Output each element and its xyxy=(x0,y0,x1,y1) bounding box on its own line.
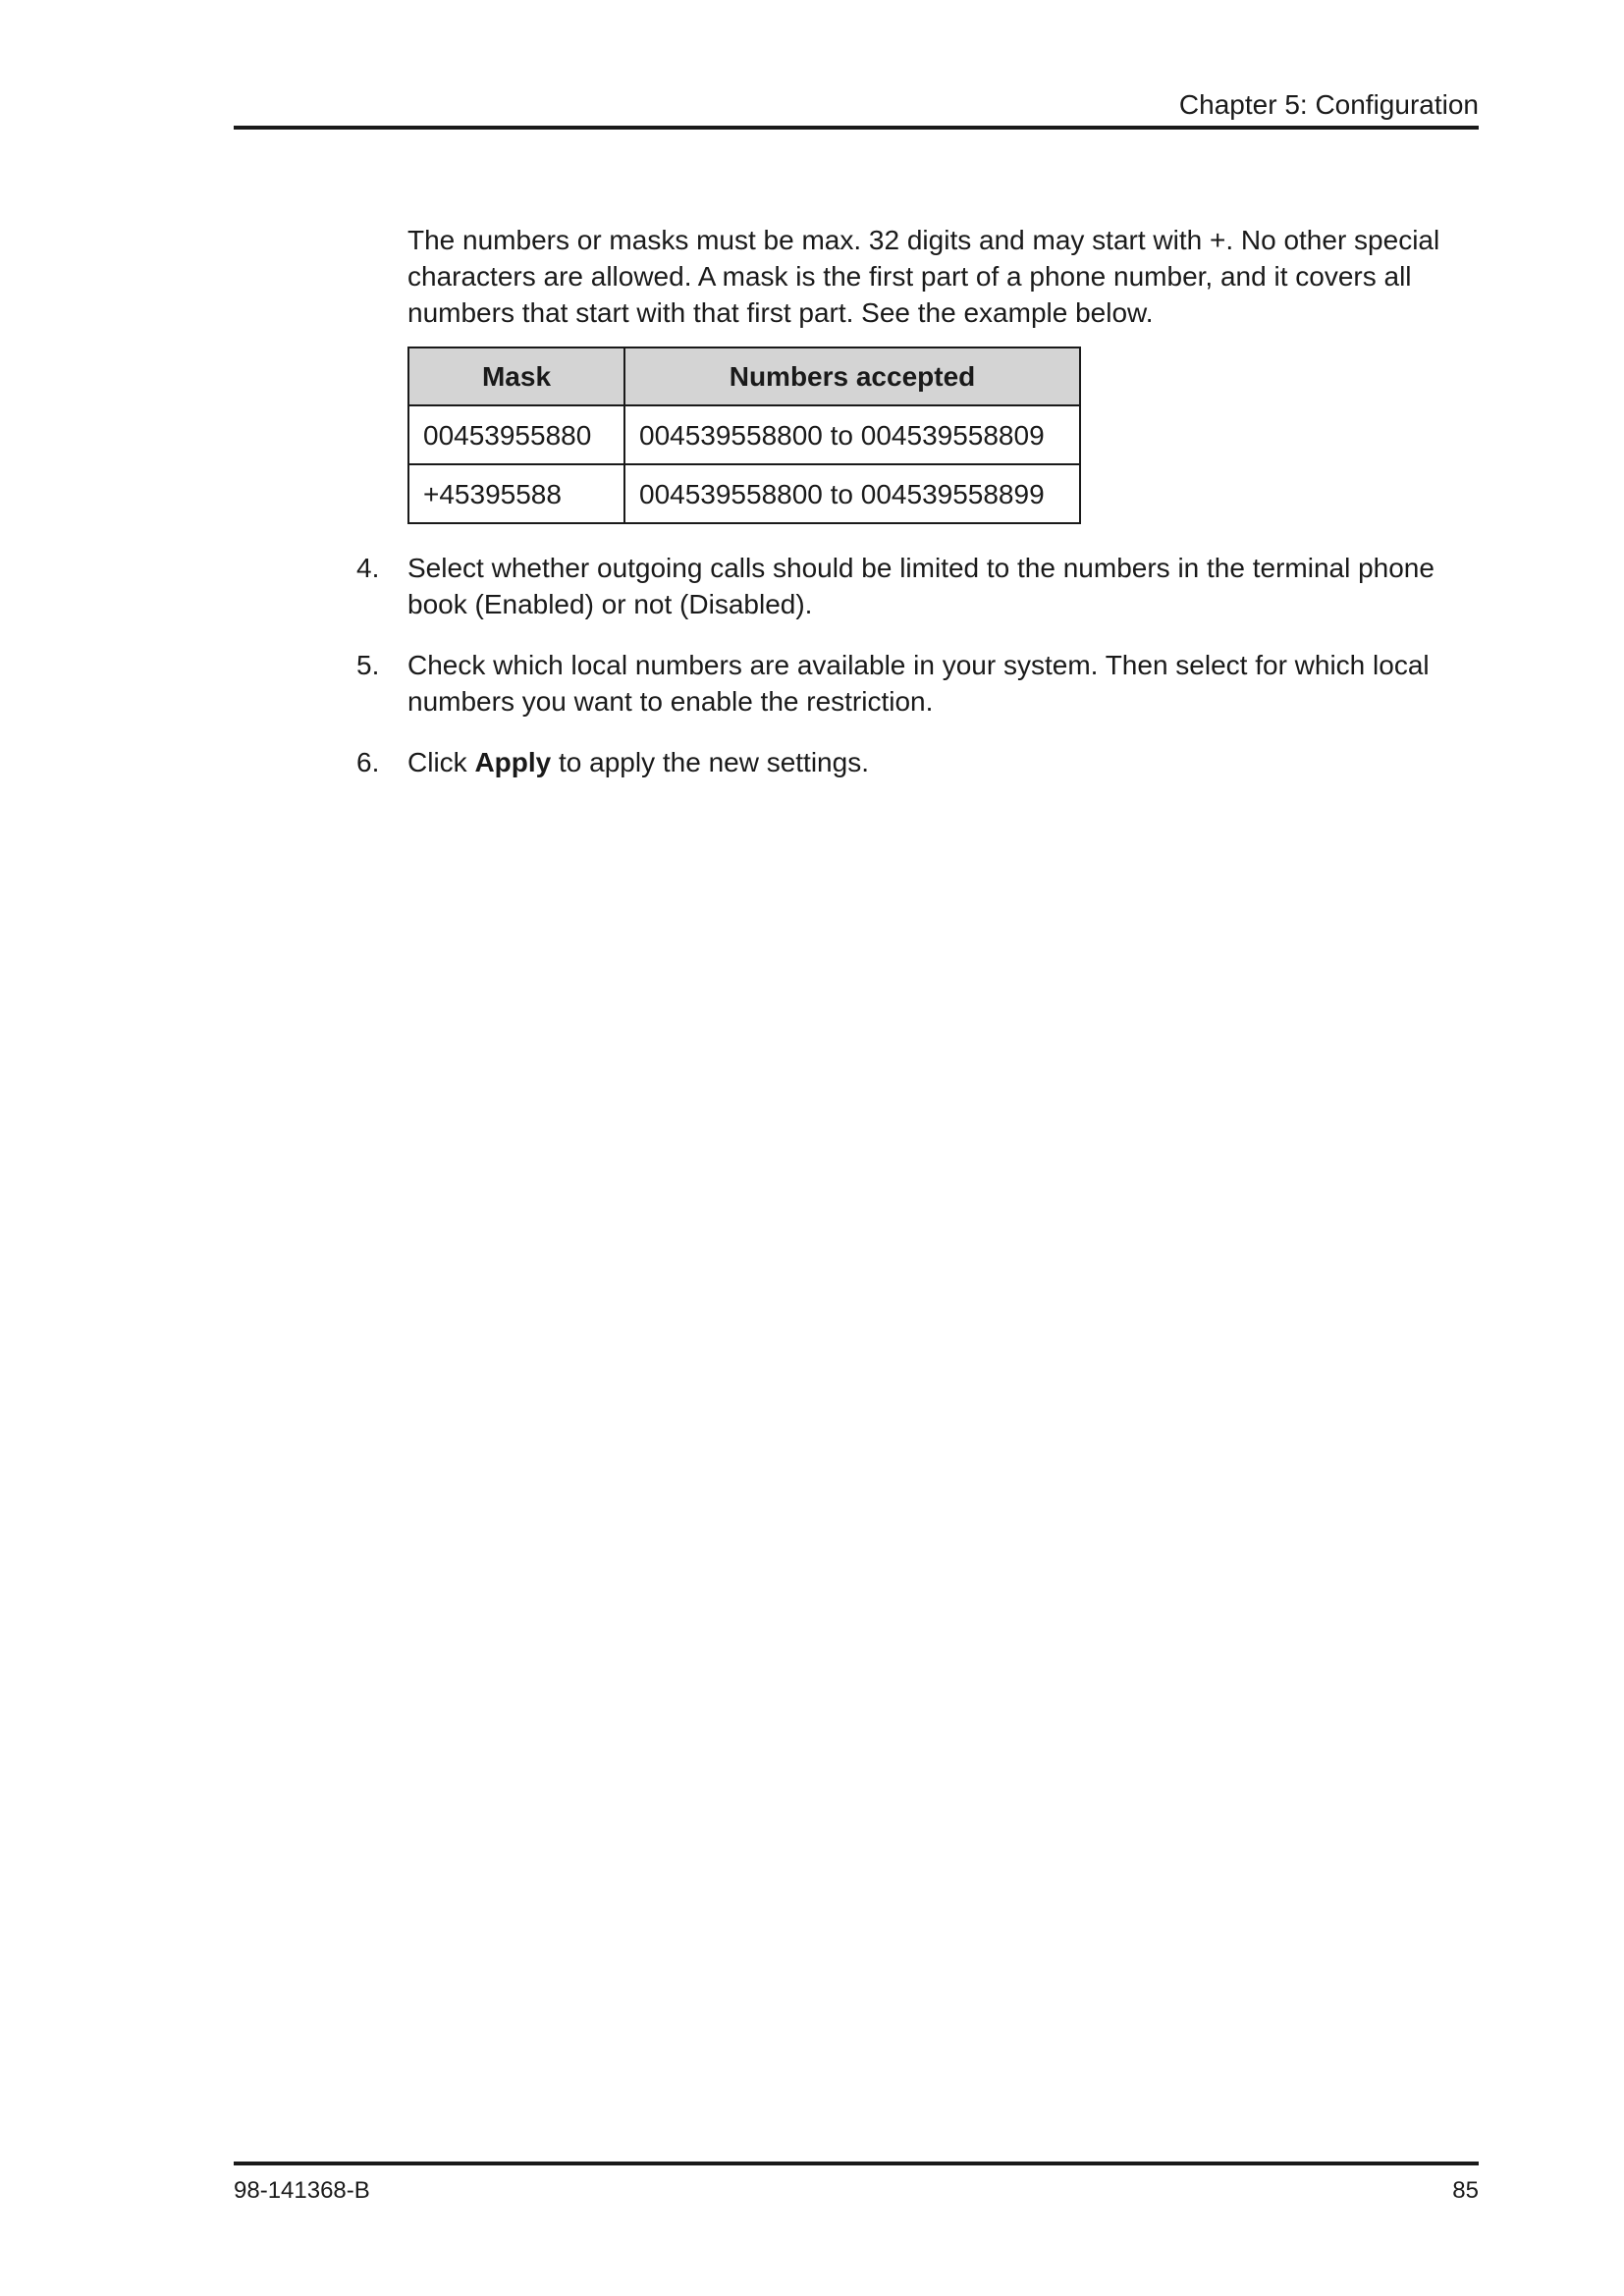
table-cell-mask: 00453955880 xyxy=(408,405,624,464)
table-row xyxy=(408,464,1080,523)
apply-keyword: Apply xyxy=(474,747,552,777)
table-cell-mask: +45395588 xyxy=(408,464,624,523)
column-header-numbers-accepted: Numbers accepted xyxy=(624,347,1080,405)
steps-list xyxy=(356,550,1483,780)
column-header-mask: Mask xyxy=(408,347,624,405)
page-footer xyxy=(234,2162,1479,2211)
step-number: 4. xyxy=(356,553,380,583)
step-number: 5. xyxy=(356,650,380,680)
chapter-title: Chapter 5: Configuration xyxy=(1178,89,1479,120)
step-item xyxy=(356,744,1483,780)
mask-table xyxy=(407,347,1081,524)
step-text: Check which local numbers are available in your system. Then select for which local numbers you want to enable the restriction. xyxy=(407,650,1430,717)
step-text: Select whether outgoing calls should be limited to the numbers in the terminal phone book (Enabled) or not (Disabled). xyxy=(407,553,1435,619)
document-id: 98-141368-B xyxy=(234,2177,370,2204)
table-header-row xyxy=(408,347,1080,405)
intro-paragraph: The numbers or masks must be max. 32 digits and may start with +. No other special characters are allowed. A mask is the first part of a phone number, and it covers all numbers that start with that first part. See the example below. xyxy=(407,225,1440,328)
step-item xyxy=(356,550,1483,622)
step-text-prefix: Click xyxy=(407,747,475,777)
step-item xyxy=(356,647,1483,720)
step-number: 6. xyxy=(356,747,380,777)
table-row xyxy=(408,405,1080,464)
page-header xyxy=(234,86,1479,130)
step-text-suffix: to apply the new settings. xyxy=(551,747,869,777)
table-cell-numbers: 004539558800 to 004539558899 xyxy=(624,464,1080,523)
table-cell-numbers: 004539558800 to 004539558809 xyxy=(624,405,1080,464)
page-content xyxy=(356,222,1483,805)
page-number: 85 xyxy=(1452,2177,1479,2204)
